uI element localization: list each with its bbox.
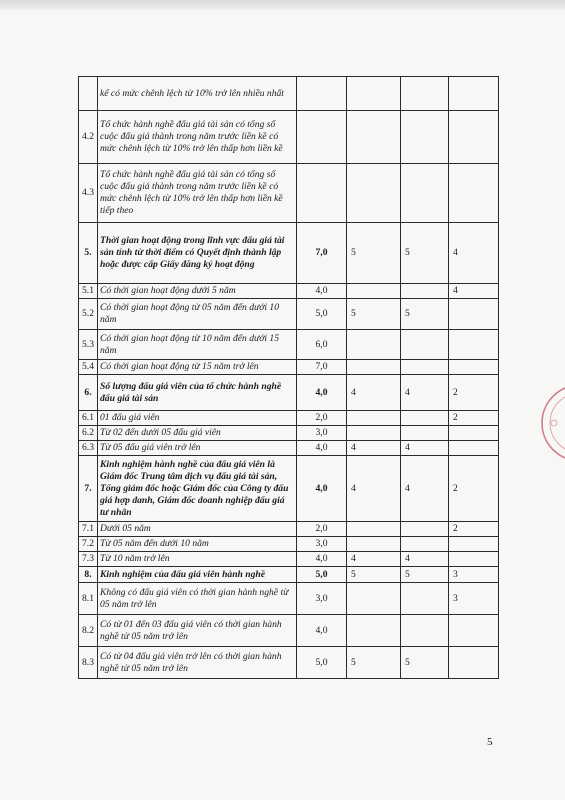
criterion-text-cell: Từ 05 năm đến dưới 10 năm [98,537,297,552]
table-body [79,77,499,679]
criterion-text-cell: Tổ chức hành nghề đấu giá tài sản có tổng số cuộc đấu giá thành trong năm trước liền kề có mức chênh lệch từ 10% trở lên thấp hơn liền kề [98,111,297,164]
max-score-cell: 4,0 [297,375,347,411]
score-cell-3: 2 [449,411,499,426]
max-score-cell [297,164,347,223]
criterion-text-cell: Kinh nghiệm của đấu giá viên hành nghề [98,567,297,583]
score-cell-2: 5 [401,223,449,284]
max-score-cell [297,111,347,164]
row-number-cell: 4.3 [79,164,98,223]
max-score-cell: 2,0 [297,522,347,537]
score-cell-1: 4 [347,456,401,522]
table-row [79,223,499,284]
table-row [79,375,499,411]
score-cell-1: 4 [347,441,401,456]
row-number-cell: 5.4 [79,360,98,375]
criterion-text-cell: Có thời gian hoạt động từ 15 năm trở lên [98,360,297,375]
table-row [79,567,499,583]
score-cell-1 [347,615,401,647]
max-score-cell: 5,0 [297,299,347,330]
criterion-text-cell: Có thời gian hoạt động từ 10 năm đến dưới 15 năm [98,330,297,360]
score-cell-2: 5 [401,299,449,330]
score-cell-2 [401,537,449,552]
criterion-text-cell: Từ 02 đến dưới 05 đấu giá viên [98,426,297,441]
score-cell-3 [449,426,499,441]
score-cell-3 [449,77,499,111]
score-cell-1: 5 [347,567,401,583]
score-cell-1: 5 [347,223,401,284]
score-cell-1 [347,111,401,164]
score-cell-1 [347,411,401,426]
row-number-cell: 5.3 [79,330,98,360]
table-row [79,426,499,441]
row-number-cell: 8.3 [79,647,98,679]
criterion-text-cell: Từ 05 đấu giá viên trở lên [98,441,297,456]
row-number-cell: 6.2 [79,426,98,441]
score-cell-2 [401,411,449,426]
score-cell-1 [347,284,401,299]
score-cell-2 [401,77,449,111]
table-row [79,330,499,360]
row-number-cell: 8. [79,567,98,583]
score-cell-1 [347,426,401,441]
criterion-text-cell: Dưới 05 năm [98,522,297,537]
score-cell-2: 4 [401,375,449,411]
score-cell-2 [401,615,449,647]
score-cell-2 [401,111,449,164]
criterion-text-cell: Có từ 04 đấu giá viên trở lên có thời gian hành nghề từ 05 năm trở lên [98,647,297,679]
table-row [79,537,499,552]
criterion-text-cell: Từ 10 năm trở lên [98,552,297,567]
score-cell-2 [401,583,449,615]
score-cell-1: 4 [347,375,401,411]
scan-top-edge [0,0,565,10]
score-cell-2: 5 [401,647,449,679]
max-score-cell: 7,0 [297,223,347,284]
score-cell-3 [449,299,499,330]
score-cell-2 [401,522,449,537]
table-row [79,647,499,679]
table-row [79,615,499,647]
max-score-cell: 7,0 [297,360,347,375]
max-score-cell: 3,0 [297,426,347,441]
max-score-cell: 4,0 [297,284,347,299]
score-cell-3 [449,330,499,360]
criterion-text-cell: 01 đấu giá viên [98,411,297,426]
row-number-cell: 8.1 [79,583,98,615]
criteria-score-table [78,76,499,679]
red-seal-stamp [540,378,565,473]
score-cell-1 [347,360,401,375]
row-number-cell: 7.1 [79,522,98,537]
max-score-cell: 4,0 [297,456,347,522]
row-number-cell: 6. [79,375,98,411]
score-cell-2 [401,284,449,299]
row-number-cell: 5. [79,223,98,284]
score-cell-3 [449,552,499,567]
criterion-text-cell: Có thời gian hoạt động từ 05 năm đến dưới 10 năm [98,299,297,330]
score-cell-3 [449,164,499,223]
score-cell-3 [449,647,499,679]
score-cell-2 [401,360,449,375]
score-cell-3 [449,615,499,647]
table-row [79,284,499,299]
score-cell-3: 2 [449,375,499,411]
table-row [79,360,499,375]
max-score-cell [297,77,347,111]
row-number-cell: 8.2 [79,615,98,647]
score-cell-2 [401,330,449,360]
table-row [79,299,499,330]
criterion-text-cell: Thời gian hoạt động trong lĩnh vực đấu giá tài sản tính từ thời điểm có Quyết định thành lập hoặc được cấp Giấy đăng ký hoạt động [98,223,297,284]
row-number-cell: 6.1 [79,411,98,426]
score-cell-2 [401,164,449,223]
score-cell-3: 3 [449,567,499,583]
score-cell-1 [347,583,401,615]
score-cell-1 [347,522,401,537]
table-row [79,111,499,164]
score-cell-2: 4 [401,552,449,567]
table-row [79,456,499,522]
score-cell-3 [449,360,499,375]
criterion-text-cell: Số lượng đấu giá viên của tổ chức hành nghề đấu giá tài sản [98,375,297,411]
score-cell-1: 4 [347,552,401,567]
score-cell-1 [347,164,401,223]
score-cell-3: 3 [449,583,499,615]
criterion-text-cell: Có thời gian hoạt động dưới 5 năm [98,284,297,299]
row-number-cell: 5.2 [79,299,98,330]
score-cell-1 [347,77,401,111]
page-number: 5 [487,736,493,748]
table-row [79,583,499,615]
row-number-cell: 6.3 [79,441,98,456]
table-row [79,164,499,223]
criterion-text-cell: Có từ 01 đến 03 đấu giá viên có thời gian hành nghề từ 05 năm trở lên [98,615,297,647]
max-score-cell: 5,0 [297,647,347,679]
table-row [79,77,499,111]
score-cell-3: 4 [449,223,499,284]
max-score-cell: 3,0 [297,537,347,552]
score-cell-2: 4 [401,456,449,522]
score-cell-2: 5 [401,567,449,583]
max-score-cell: 4,0 [297,615,347,647]
max-score-cell: 2,0 [297,411,347,426]
row-number-cell: 5.1 [79,284,98,299]
score-cell-2: 4 [401,441,449,456]
score-cell-1: 5 [347,299,401,330]
table-row [79,441,499,456]
table-row [79,522,499,537]
row-number-cell: 4.2 [79,111,98,164]
table-row [79,552,499,567]
score-cell-3: 2 [449,522,499,537]
criterion-text-cell: Không có đấu giá viên có thời gian hành nghề từ 05 năm trở lên [98,583,297,615]
max-score-cell: 4,0 [297,552,347,567]
row-number-cell [79,77,98,111]
score-cell-3 [449,441,499,456]
score-cell-2 [401,426,449,441]
row-number-cell: 7.2 [79,537,98,552]
max-score-cell: 5,0 [297,567,347,583]
score-cell-3 [449,111,499,164]
criterion-text-cell: Tổ chức hành nghề đấu giá tài sản có tổng số cuộc đấu giá thành trong năm trước liền kề có mức chênh lệch từ 10% trở lên thấp hơn liền kề tiếp theo [98,164,297,223]
max-score-cell: 4,0 [297,441,347,456]
score-cell-3 [449,537,499,552]
table-row [79,411,499,426]
row-number-cell: 7.3 [79,552,98,567]
score-cell-1 [347,537,401,552]
criterion-text-cell: kể có mức chênh lệch từ 10% trở lên nhiều nhất [98,77,297,111]
score-cell-3: 4 [449,284,499,299]
max-score-cell: 3,0 [297,583,347,615]
score-cell-1 [347,330,401,360]
score-cell-1: 5 [347,647,401,679]
max-score-cell: 6,0 [297,330,347,360]
score-cell-3: 2 [449,456,499,522]
criterion-text-cell: Kinh nghiệm hành nghề của đấu giá viên là Giám đốc Trung tâm dịch vụ đấu giá tài sản, Tổng giám đốc hoặc Giám đốc của Công ty đấu giá hợp danh, Giám đốc doanh nghiệp đấu giá tư nhân [98,456,297,522]
row-number-cell: 7. [79,456,98,522]
